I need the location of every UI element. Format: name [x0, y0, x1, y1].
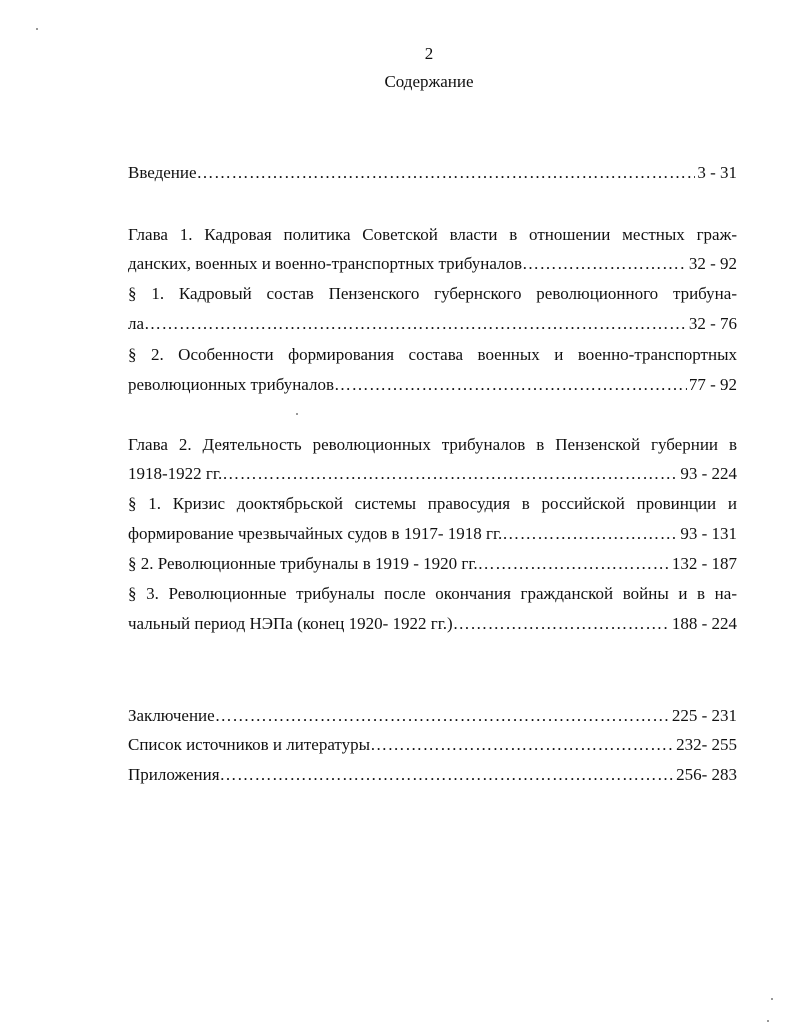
toc-entry-pages: 188 - 224	[671, 614, 737, 633]
scan-speck	[771, 998, 773, 1000]
toc-entry-intro	[128, 163, 737, 183]
toc-ch2-section1-line1: § 1. Кризис дооктябрьской системы правосудия в российской провинции и	[128, 494, 737, 513]
toc-entry-sources	[128, 735, 737, 755]
toc-leader-dots	[334, 375, 687, 395]
toc-entry-text: Приложения	[128, 765, 220, 784]
toc-entry-conclusion	[128, 706, 737, 726]
page-title: Содержание	[384, 72, 474, 91]
toc-leader-dots	[222, 464, 678, 484]
toc-entry-text: данских, военных и военно-транспортных трибуналов	[128, 254, 523, 273]
toc-entry-text: § 2. Революционные трибуналы в 1919 - 1920 гг.	[128, 554, 478, 573]
toc-chapter1-line2	[128, 254, 737, 274]
toc-chapter1-line1: Глава 1. Кадровая политика Советской власти в отношении местных граж-	[128, 225, 737, 244]
toc-leader-dots	[502, 524, 678, 544]
toc-entry-text: Список источников и литературы	[128, 735, 371, 754]
toc-entry-text: чальный период НЭПа (конец 1920- 1922 гг.)	[128, 614, 453, 633]
toc-entry-pages: 32 - 76	[688, 314, 737, 333]
toc-entry-text: формирование чрезвычайных судов в 1917- 1918 гг.	[128, 524, 503, 543]
toc-entry-pages: 232- 255	[676, 735, 737, 754]
toc-leader-dots	[220, 765, 675, 785]
toc-entry-text: революционных трибуналов	[128, 375, 335, 394]
toc-entry-pages: 132 - 187	[671, 554, 737, 573]
scan-speck	[36, 28, 38, 30]
toc-entry-pages: 3 - 31	[697, 163, 737, 182]
toc-entry-text: ла	[128, 314, 145, 333]
toc-entry-pages: 93 - 131	[680, 524, 737, 543]
toc-ch1-section2-line1: § 2. Особенности формирования состава военных и военно-транспортных	[128, 345, 737, 364]
toc-leader-dots	[522, 254, 687, 274]
toc-leader-dots	[215, 706, 670, 726]
toc-leader-dots	[197, 163, 696, 183]
toc-leader-dots	[453, 614, 670, 634]
page-number: 2	[424, 44, 434, 63]
toc-ch2-section3-line2	[128, 614, 737, 634]
scan-speck	[296, 413, 298, 415]
scan-speck	[767, 1020, 769, 1022]
toc-entry-pages: 32 - 92	[688, 254, 737, 273]
toc-entry-pages: 225 - 231	[671, 706, 737, 725]
toc-leader-dots	[478, 554, 670, 574]
toc-ch1-section2-line2	[128, 375, 737, 395]
toc-entry-text: Введение	[128, 163, 197, 182]
toc-entry-pages: 93 - 224	[680, 464, 737, 483]
toc-ch2-section2	[128, 554, 737, 574]
toc-entry-pages: 77 - 92	[688, 375, 737, 394]
toc-ch2-section1-line2	[128, 524, 737, 544]
toc-entry-text: Заключение	[128, 706, 215, 725]
toc-leader-dots	[370, 735, 674, 755]
toc-ch1-section1-line2	[128, 314, 737, 334]
toc-leader-dots	[144, 314, 687, 334]
toc-ch2-section3-line1: § 3. Революционные трибуналы после окончания гражданской войны и в на-	[128, 584, 737, 603]
toc-ch1-section1-line1: § 1. Кадровый состав Пензенского губернского революционного трибуна-	[128, 284, 737, 303]
toc-entry-text: 1918-1922 гг.	[128, 464, 223, 483]
toc-chapter2-line2	[128, 464, 737, 484]
toc-entry-pages: 256- 283	[676, 765, 737, 784]
toc-entry-appendices	[128, 765, 737, 785]
toc-chapter2-line1: Глава 2. Деятельность революционных трибуналов в Пензенской губернии в	[128, 435, 737, 454]
